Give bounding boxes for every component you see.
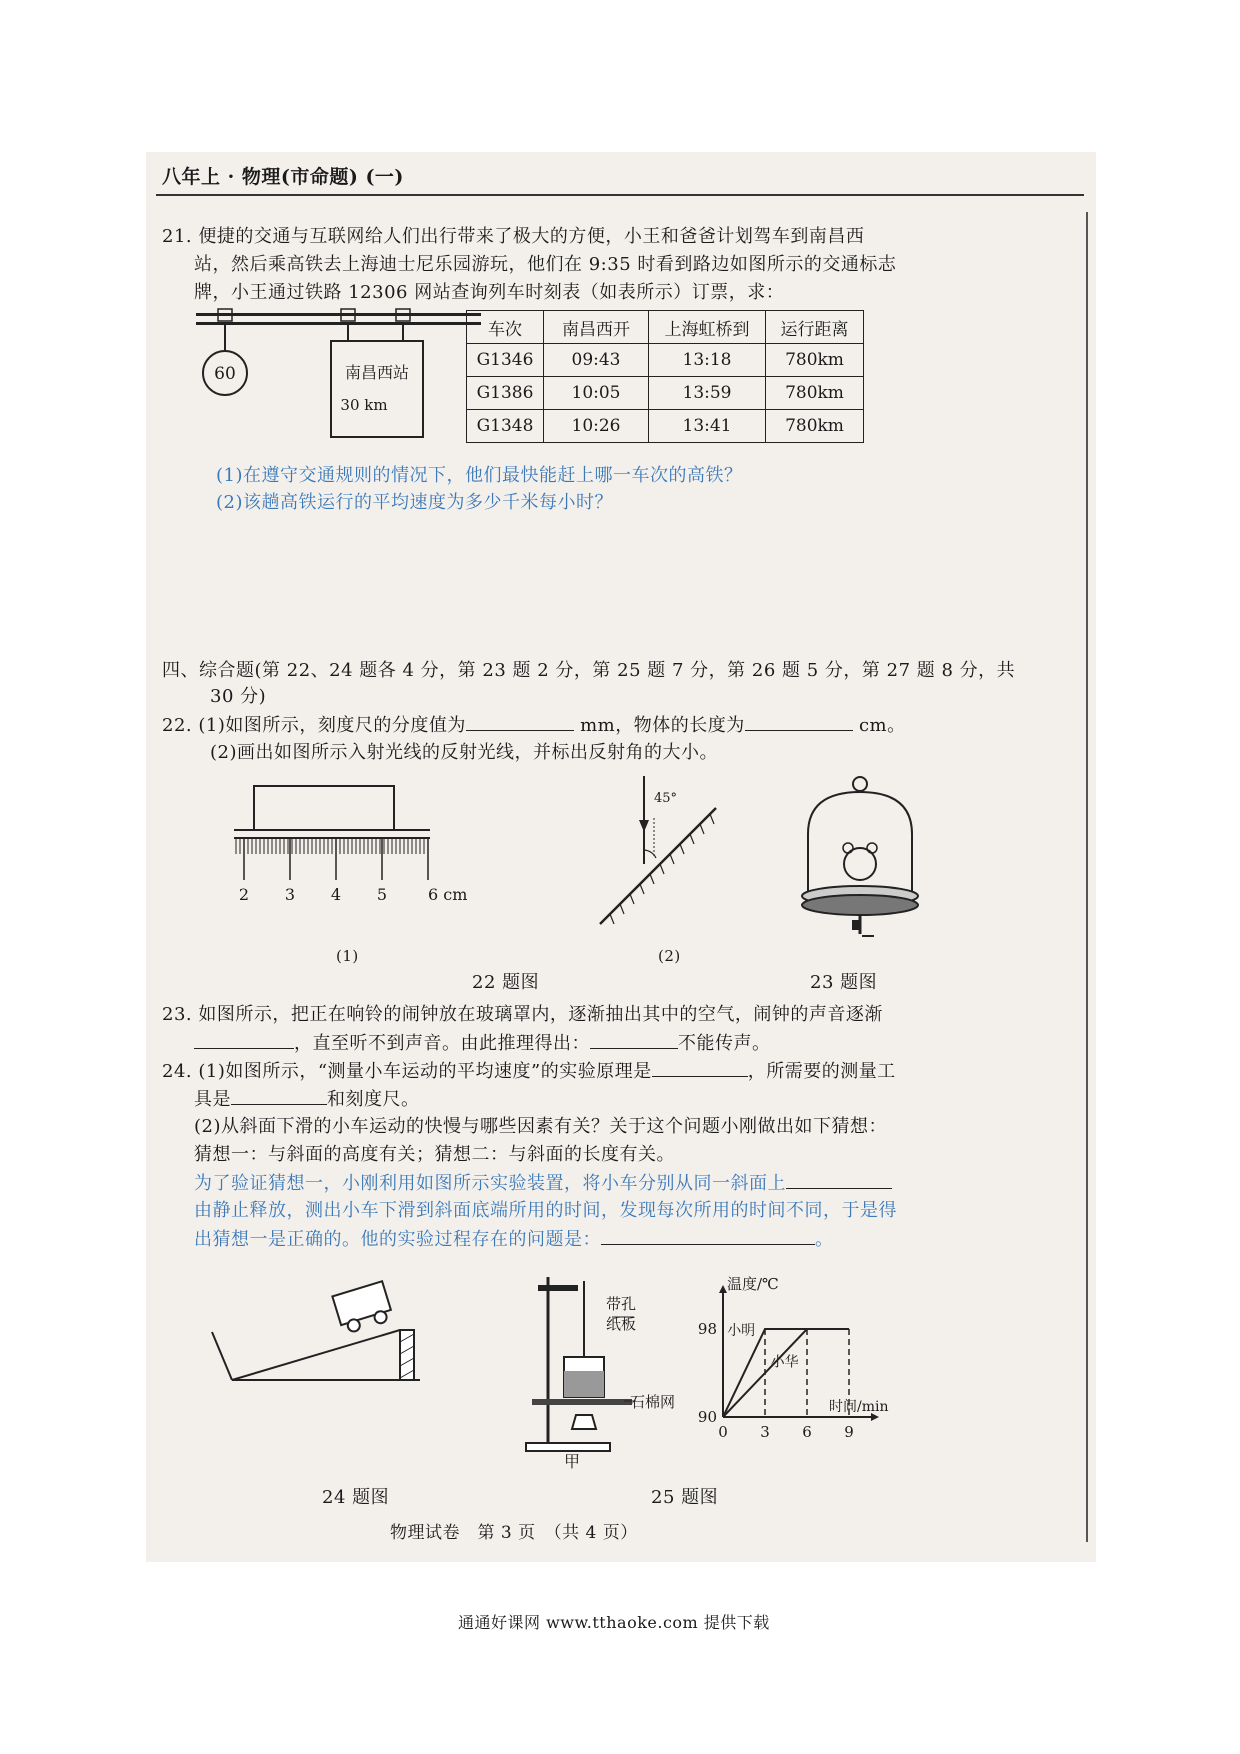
answer-blank[interactable] xyxy=(786,1172,892,1189)
figure-22-2-label: (2) xyxy=(658,947,681,965)
section4-heading-cont: 30 分) xyxy=(210,686,267,707)
q23-line1: 23. 如图所示，把正在响铃的闹钟放在玻璃罩内，逐渐抽出其中的空气，闹钟的声音逐渐 xyxy=(162,1004,883,1025)
incline-figure xyxy=(210,1282,440,1402)
table-cell: 10:05 xyxy=(544,377,649,410)
q21-line2: 站，然后乘高铁去上海迪士尼乐园游玩，他们在 9:35 时看到路边如图所示的交通标志 xyxy=(194,254,897,275)
q24-line5 xyxy=(194,1172,892,1195)
header-rule xyxy=(156,194,1084,196)
inclined-plane xyxy=(232,1330,400,1380)
exam-paper xyxy=(146,152,1096,1562)
distance-sign xyxy=(331,341,423,437)
y-axis-label: 温度/℃ xyxy=(727,1275,779,1293)
q22-part1-b: mm，物体的长度为 xyxy=(580,715,745,736)
q24-line7-a: 出猜想一是正确的。他的实验过程存在的问题是： xyxy=(194,1229,601,1250)
sign-station-name: 南昌西站 xyxy=(344,363,410,382)
table-row xyxy=(467,344,864,377)
table-cell: 780km xyxy=(766,410,864,443)
q24-line1 xyxy=(162,1060,896,1083)
label-board: 带孔 xyxy=(606,1295,637,1313)
table-cell: 780km xyxy=(766,377,864,410)
asbestos-net xyxy=(532,1399,632,1405)
label-asbestos-net: 石棉网 xyxy=(630,1393,676,1411)
answer-blank[interactable] xyxy=(601,1228,815,1245)
table-cell: 13:41 xyxy=(649,410,766,443)
ruler-tick-label: 3 xyxy=(284,885,296,904)
x-tick-label: 0 xyxy=(718,1423,728,1441)
table-cell: G1386 xyxy=(467,377,544,410)
table-cell: 10:26 xyxy=(544,410,649,443)
q23-line2-a: ，直至听不到声音。由此推理得出： xyxy=(294,1033,590,1054)
alcohol-lamp-icon xyxy=(572,1415,596,1429)
table-header-cell: 南昌西开 xyxy=(544,311,649,344)
table-cell: 780km xyxy=(766,344,864,377)
q24-line2-a: 具是 xyxy=(194,1089,231,1110)
q21-sub1: (1)在遵守交通规则的情况下，他们最快能赶上哪一车次的高铁？ xyxy=(216,465,743,486)
bell-jar-figure xyxy=(798,774,928,954)
speed-limit-value: 60 xyxy=(214,364,236,384)
y-tick-label: 90 xyxy=(697,1408,717,1426)
answer-blank[interactable] xyxy=(745,714,853,731)
q24-line1-b: ，所需要的测量工 xyxy=(747,1061,896,1082)
x-tick-label: 6 xyxy=(802,1423,812,1441)
traffic-sign-figure xyxy=(196,307,486,457)
table-header-row xyxy=(467,311,864,344)
y-axis-arrow-icon xyxy=(719,1285,727,1293)
q22-part1-c: cm。 xyxy=(858,715,906,736)
figure-24-caption: 24 题图 xyxy=(322,1487,390,1508)
series-label: 小明 xyxy=(727,1323,756,1339)
q24-line2 xyxy=(194,1088,420,1111)
ray-arrow-icon xyxy=(639,820,649,832)
page-footer: 物理试卷 第 3 页 （共 4 页） xyxy=(390,1523,638,1543)
angle-label: 45° xyxy=(654,791,678,806)
temperature-chart xyxy=(681,1275,889,1457)
train-timetable xyxy=(466,310,864,443)
figure-23-caption: 23 题图 xyxy=(810,972,878,993)
section4-heading: 四、综合题(第 22、24 题各 4 分，第 23 题 2 分，第 25 题 7 分，第 26 题 5 分，第 27 题 8 分，共 xyxy=(162,660,1016,681)
label-board-2: 纸板 xyxy=(606,1315,637,1333)
ruler-tick-label: 5 xyxy=(376,885,388,904)
figure-22-caption: 22 题图 xyxy=(472,972,540,993)
ruler-tick-label: 4 xyxy=(330,885,342,904)
q24-line7-b: 。 xyxy=(815,1229,834,1250)
table-header-cell: 上海虹桥到 xyxy=(649,311,766,344)
q24-line6: 由静止释放，测出小车下滑到斜面底端所用的时间，发现每次所用的时间不同，于是得 xyxy=(194,1200,897,1221)
x-tick-label: 9 xyxy=(844,1423,854,1441)
x-tick-label: 3 xyxy=(760,1423,770,1441)
answer-blank[interactable] xyxy=(194,1032,294,1049)
q22-part2: (2)画出如图所示入射光线的反射光线，并标出反射角的大小。 xyxy=(210,742,718,763)
q21-line3: 牌，小王通过铁路 12306 网站查询列车时刻表（如表所示）订票，求： xyxy=(194,282,785,303)
measured-block xyxy=(254,786,394,830)
answer-blank[interactable] xyxy=(466,714,574,731)
watermark-footer: 通通好课网 www.tthaoke.com 提供下载 xyxy=(458,1613,770,1632)
sign-distance: 30 km xyxy=(340,396,388,414)
table-cell: 09:43 xyxy=(544,344,649,377)
answer-blank[interactable] xyxy=(231,1088,327,1105)
q24-line1-a: 24. (1)如图所示，“测量小车运动的平均速度”的实验原理是 xyxy=(162,1061,652,1082)
table-cell: G1346 xyxy=(467,344,544,377)
ruler-tick-label: 2 xyxy=(238,885,250,904)
ruler-ticks xyxy=(236,838,428,854)
ruler-figure xyxy=(234,782,468,922)
q23-line2-b: 不能传声。 xyxy=(678,1033,771,1054)
plane-mirror xyxy=(600,808,716,924)
x-axis-label: 时间/min xyxy=(829,1399,889,1415)
q24-line2-b: 和刻度尺。 xyxy=(327,1089,420,1110)
q23-line2 xyxy=(194,1032,771,1055)
table-cell: 13:18 xyxy=(649,344,766,377)
q24-line7 xyxy=(194,1228,834,1251)
page-header-title: 八年上 · 物理(市命题) (一) xyxy=(162,166,404,188)
table-cell: G1348 xyxy=(467,410,544,443)
q24-line3: (2)从斜面下滑的小车运动的快慢与哪些因素有关？关于这个问题小刚做出如下猜想： xyxy=(194,1116,887,1137)
toy-car xyxy=(332,1281,393,1334)
figure-22-1-label: (1) xyxy=(336,947,359,965)
answer-blank[interactable] xyxy=(652,1060,748,1077)
answer-blank[interactable] xyxy=(590,1032,678,1049)
series-label: 小华 xyxy=(770,1354,799,1371)
table-cell: 13:59 xyxy=(649,377,766,410)
ruler-tick-label: 6 cm xyxy=(428,885,468,904)
table-row xyxy=(467,410,864,443)
q22-part1 xyxy=(162,714,906,737)
table-header-cell: 运行距离 xyxy=(766,311,864,344)
table-row xyxy=(467,377,864,410)
figure-25-caption: 25 题图 xyxy=(651,1487,719,1508)
q21-line1: 21. 便捷的交通与互联网给人们出行带来了极大的方便，小王和爸爸计划驾车到南昌西 xyxy=(162,226,865,247)
q24-line4: 猜想一：与斜面的高度有关；猜想二：与斜面的长度有关。 xyxy=(194,1144,675,1165)
q24-line5-text: 为了验证猜想一，小刚利用如图所示实验装置，将小车分别从同一斜面上 xyxy=(194,1173,786,1194)
y-tick-label: 98 xyxy=(697,1320,717,1338)
margin-rule xyxy=(1086,212,1088,1542)
glass-jar xyxy=(808,792,912,894)
label-jia: 甲 xyxy=(564,1452,581,1471)
reflection-figure xyxy=(596,774,726,944)
q21-sub2: (2)该趟高铁运行的平均速度为多少千米每小时？ xyxy=(216,492,613,513)
table-header-cell: 车次 xyxy=(467,311,544,344)
q22-part1-a: 22. (1)如图所示，刻度尺的分度值为 xyxy=(162,715,466,736)
heating-apparatus-figure xyxy=(524,1267,694,1471)
